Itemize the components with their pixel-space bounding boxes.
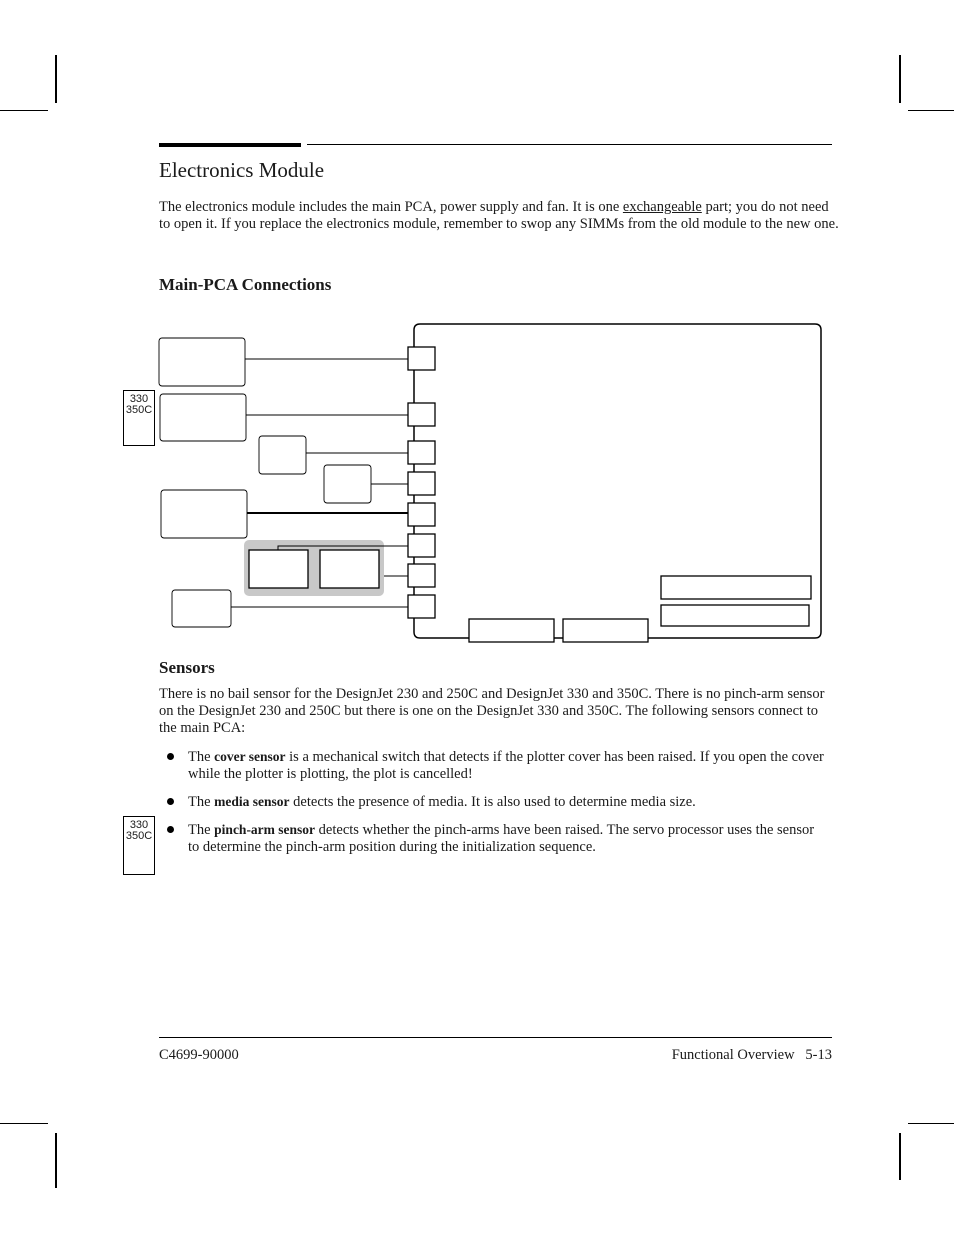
component-box: [320, 550, 379, 588]
crop-mark: [0, 1123, 48, 1124]
pca-connector: [408, 534, 435, 557]
pca-connector-bottom: [563, 619, 648, 642]
footer-doc-number: C4699-90000: [159, 1047, 239, 1063]
sensors-intro: There is no bail sensor for the DesignJet 230 and 250C and DesignJet 330 and 350C. There is no pinch-arm sensor on the DesignJet 230 and 250C but there is one on the DesignJet 330 and 350C. The following sensors connect to the main PCA:: [159, 686, 825, 736]
crop-mark: [55, 1133, 57, 1188]
model-margin-tag: [123, 816, 155, 875]
margin-tag-line: 350C: [125, 830, 153, 842]
margin-tag-line: 330: [129, 393, 149, 405]
bullet-icon: [167, 826, 174, 833]
pca-connector: [408, 503, 435, 526]
list-item-pre: The: [188, 822, 215, 838]
main-pca-heading: Main-PCA Connections: [159, 275, 332, 294]
list-item-text: [188, 793, 828, 811]
component-box: [259, 436, 306, 474]
footer-rule: [159, 1037, 832, 1038]
list-item-pre: The: [188, 794, 215, 810]
list-item-text: [188, 821, 828, 856]
list-item-post: is a mechanical switch that detects if the plotter cover has been raised. If you open the cover while the plotter is plotting, the plot is cancelled!: [188, 749, 824, 782]
margin-tag-line: 350C: [125, 404, 153, 416]
pca-connector: [408, 347, 435, 370]
margin-tag-line: 330: [129, 819, 149, 831]
media-sensor-term: media sensor: [214, 794, 290, 809]
list-item-post: detects whether the pinch-arms have been raised. The servo processor uses the sensor to determine the pinch-arm position during the initialization sequence.: [188, 822, 815, 855]
pca-connector: [408, 441, 435, 464]
component-box: [159, 338, 245, 386]
pca-connector: [408, 564, 435, 587]
simm-slot: [661, 576, 811, 599]
crop-mark: [899, 1133, 901, 1180]
simm-slot: [661, 605, 809, 626]
component-box: [249, 550, 308, 588]
list-item-post: detects the presence of media. It is also used to determine media size.: [289, 794, 696, 810]
pca-connector: [408, 472, 435, 495]
sensors-heading: Sensors: [159, 658, 215, 677]
intro-text: The electronics module includes the main PCA, power supply and fan. It is one: [159, 199, 623, 215]
intro-text-cont: part; you do not need to open it. If you replace the electronics module, remember to swop any SIMMs from the old module to the new one.: [159, 199, 839, 232]
list-item-text: [188, 748, 828, 783]
component-box: [324, 465, 371, 503]
component-box: [172, 590, 231, 627]
bullet-icon: [167, 753, 174, 760]
pca-connector-bottom: [469, 619, 554, 642]
exchangeable-link[interactable]: exchangeable: [622, 199, 702, 215]
component-box: [160, 394, 246, 441]
crop-mark: [908, 1123, 954, 1124]
pinch-arm-sensor-term: pinch-arm sensor: [214, 822, 316, 837]
cover-sensor-term: cover sensor: [214, 749, 286, 764]
bullet-icon: [167, 798, 174, 805]
component-box: [161, 490, 247, 538]
pca-connector: [408, 595, 435, 618]
page-title: Electronics Module: [159, 158, 325, 182]
footer-page-info: Functional Overview 5-13: [671, 1047, 832, 1063]
list-item-pre: The: [188, 749, 215, 765]
pca-connector: [408, 403, 435, 426]
